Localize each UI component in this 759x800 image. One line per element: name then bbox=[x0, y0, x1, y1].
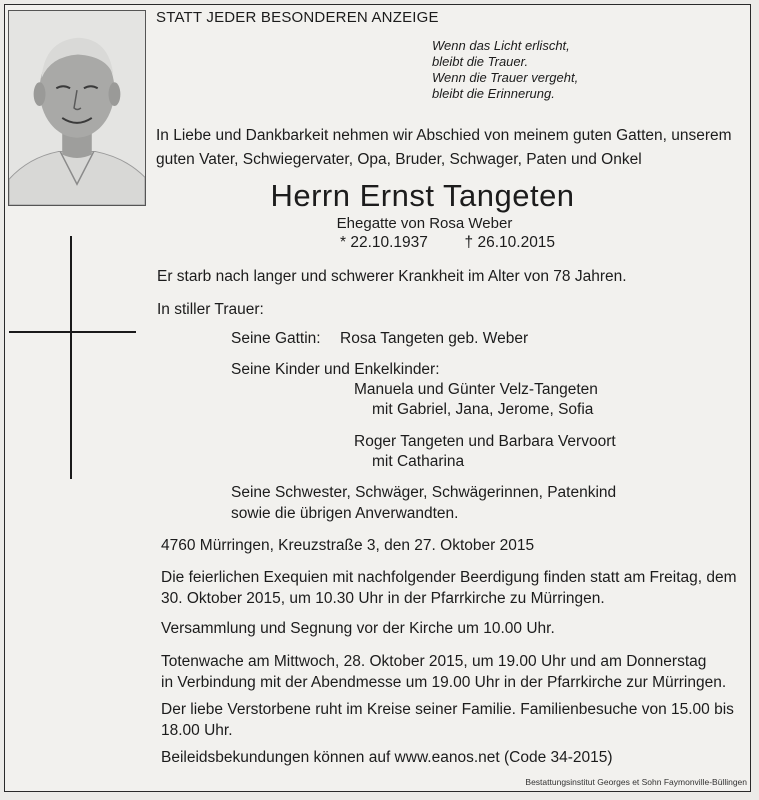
siblings-line: Seine Schwester, Schwäger, Schwägerinnen, Patenkind bbox=[231, 484, 617, 501]
familie-paragraph bbox=[161, 699, 734, 741]
mourning-intro: In stiller Trauer: bbox=[157, 301, 264, 318]
poem-line: Wenn das Licht erlischt, bbox=[432, 38, 570, 53]
cross-icon bbox=[70, 236, 72, 479]
totenwache-paragraph bbox=[161, 651, 726, 693]
poem-line: bleibt die Erinnerung. bbox=[432, 86, 555, 101]
family-line: Manuela und Günter Velz-Tangeten bbox=[354, 381, 598, 398]
paragraph-line: Der liebe Verstorbene ruht im Kreise seiner Familie. Familienbesuche von 15.00 bis bbox=[161, 701, 734, 718]
memorial-poem bbox=[432, 38, 578, 102]
life-dates bbox=[340, 234, 555, 252]
paragraph-line: in Verbindung mit der Abendmesse um 19.00 Uhr in der Pfarrkirche zur Mürringen. bbox=[161, 674, 727, 691]
intro-text bbox=[156, 124, 732, 172]
family-line: Roger Tangeten und Barbara Vervoort bbox=[354, 433, 616, 450]
wife-label: Seine Gattin: bbox=[231, 330, 321, 347]
poem-line: bleibt die Trauer. bbox=[432, 54, 529, 69]
intro-line: In Liebe und Dankbarkeit nehmen wir Abschied von meinem guten Gatten, unserem bbox=[156, 127, 732, 144]
notice-header: STATT JEDER BESONDEREN ANZEIGE bbox=[156, 9, 439, 26]
exequien-paragraph bbox=[161, 567, 737, 609]
beileid-paragraph: Beileidsbekundungen können auf www.eanos.net (Code 34-2015) bbox=[161, 749, 613, 766]
intro-line: guten Vater, Schwiegervater, Opa, Bruder, Schwager, Paten und Onkel bbox=[156, 151, 642, 168]
death-date: † 26.10.2015 bbox=[464, 234, 556, 251]
siblings-line: sowie die übrigen Anverwandten. bbox=[231, 505, 459, 522]
family-line: mit Catharina bbox=[372, 453, 465, 470]
place-date: 4760 Mürringen, Kreuzstraße 3, den 27. Oktober 2015 bbox=[161, 537, 535, 554]
poem-line: Wenn die Trauer vergeht, bbox=[432, 70, 579, 85]
funeral-home-credit: Bestattungsinstitut Georges et Sohn Faymonville-Büllingen bbox=[525, 777, 747, 787]
deceased-name: Herrn Ernst Tangeten bbox=[270, 178, 575, 213]
family-line: mit Gabriel, Jana, Jerome, Sofia bbox=[372, 401, 594, 418]
children-label: Seine Kinder und Enkelkinder: bbox=[231, 361, 440, 378]
portrait-photo bbox=[8, 10, 146, 206]
birth-date: * 22.10.1937 bbox=[340, 234, 428, 251]
paragraph-line: Totenwache am Mittwoch, 28. Oktober 2015, um 19.00 Uhr und am Donnerstag bbox=[161, 653, 707, 670]
wife-name: Rosa Tangeten geb. Weber bbox=[340, 330, 529, 347]
cross-icon-bar bbox=[9, 331, 136, 333]
spouse-line: Ehegatte von Rosa Weber bbox=[336, 215, 513, 232]
paragraph-line: 18.00 Uhr. bbox=[161, 722, 233, 739]
paragraph-line: Die feierlichen Exequien mit nachfolgender Beerdigung finden statt am Freitag, dem bbox=[161, 569, 737, 586]
paragraph-line: 30. Oktober 2015, um 10.30 Uhr in der Pfarrkirche zu Mürringen. bbox=[161, 590, 605, 607]
death-statement: Er starb nach langer und schwerer Krankheit im Alter von 78 Jahren. bbox=[157, 268, 627, 285]
versammlung-paragraph: Versammlung und Segnung vor der Kirche um 10.00 Uhr. bbox=[161, 620, 555, 637]
